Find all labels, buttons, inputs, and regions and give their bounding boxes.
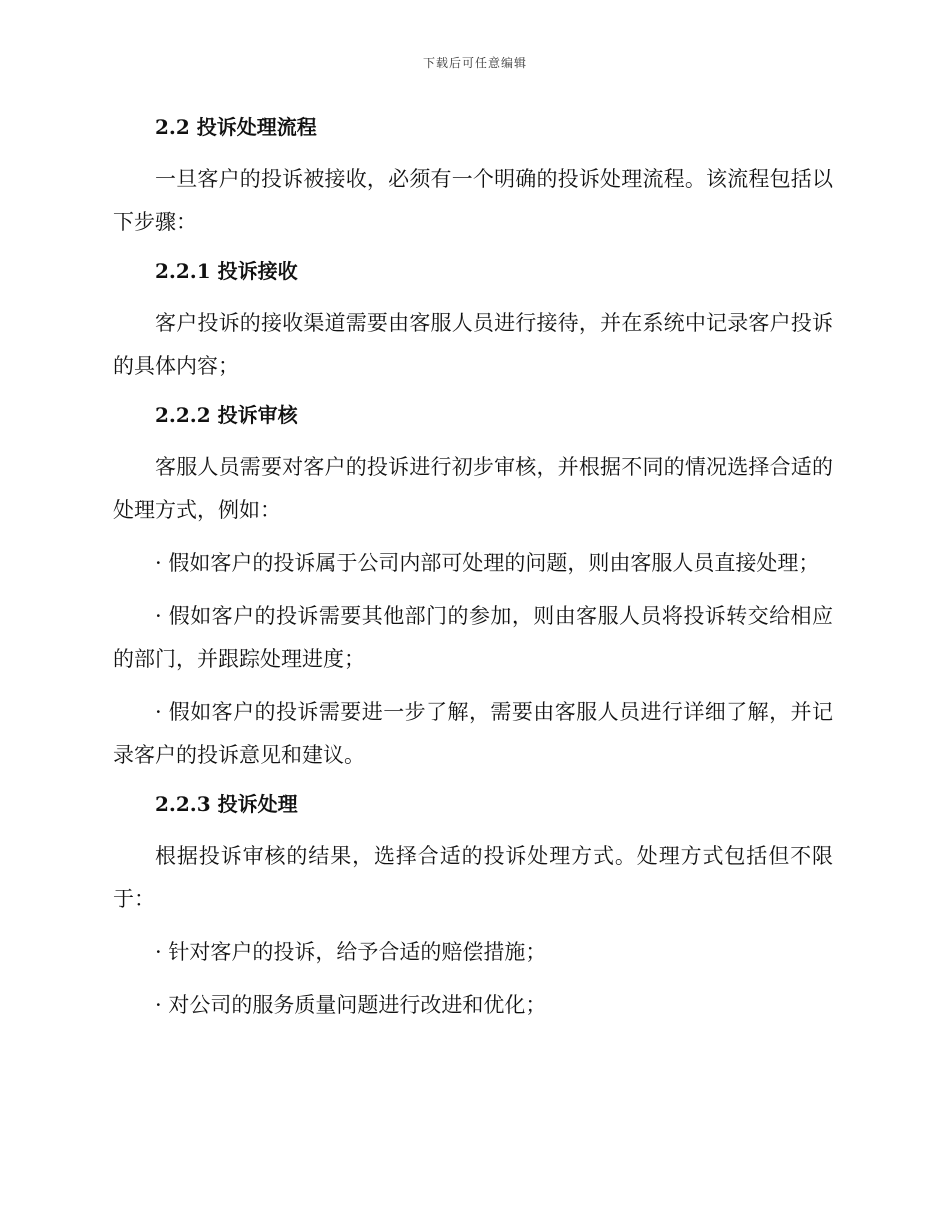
section-heading-2-2-1: 2.2.1 投诉接收 (155, 259, 298, 283)
bullet-item-other-dept: · 假如客户的投诉需要其他部门的参加，则由客服人员将投诉转交给相应的部门，并跟踪处理进度； (113, 604, 833, 671)
paragraph-intro: 一旦客户的投诉被接收，必须有一个明确的投诉处理流程。该流程包括以下步骤： (113, 167, 833, 234)
bullet-item-compensation: · 针对客户的投诉，给予合适的赔偿措施； (155, 940, 547, 964)
bullet-item-improvement: · 对公司的服务质量问题进行改进和优化； (155, 993, 547, 1017)
section-heading-2-2: 2.2 投诉处理流程 (155, 115, 317, 139)
paragraph-handling: 根据投诉审核的结果，选择合适的投诉处理方式。处理方式包括但不限于： (113, 844, 833, 911)
bullet-item-internal: · 假如客户的投诉属于公司内部可处理的问题，则由客服人员直接处理； (155, 551, 820, 575)
header-note: 下载后可任意编辑 (422, 56, 527, 70)
section-heading-2-2-3: 2.2.3 投诉处理 (155, 792, 298, 816)
section-heading-2-2-2: 2.2.2 投诉审核 (155, 403, 298, 427)
bullet-item-further-detail: · 假如客户的投诉需要进一步了解，需要由客服人员进行详细了解，并记录客户的投诉意见和建议。 (113, 700, 833, 767)
paragraph-review: 客服人员需要对客户的投诉进行初步审核，并根据不同的情况选择合适的处理方式，例如： (113, 455, 833, 522)
document-body (113, 110, 833, 1037)
paragraph-receive: 客户投诉的接收渠道需要由客服人员进行接待，并在系统中记录客户投诉的具体内容； (113, 311, 833, 378)
